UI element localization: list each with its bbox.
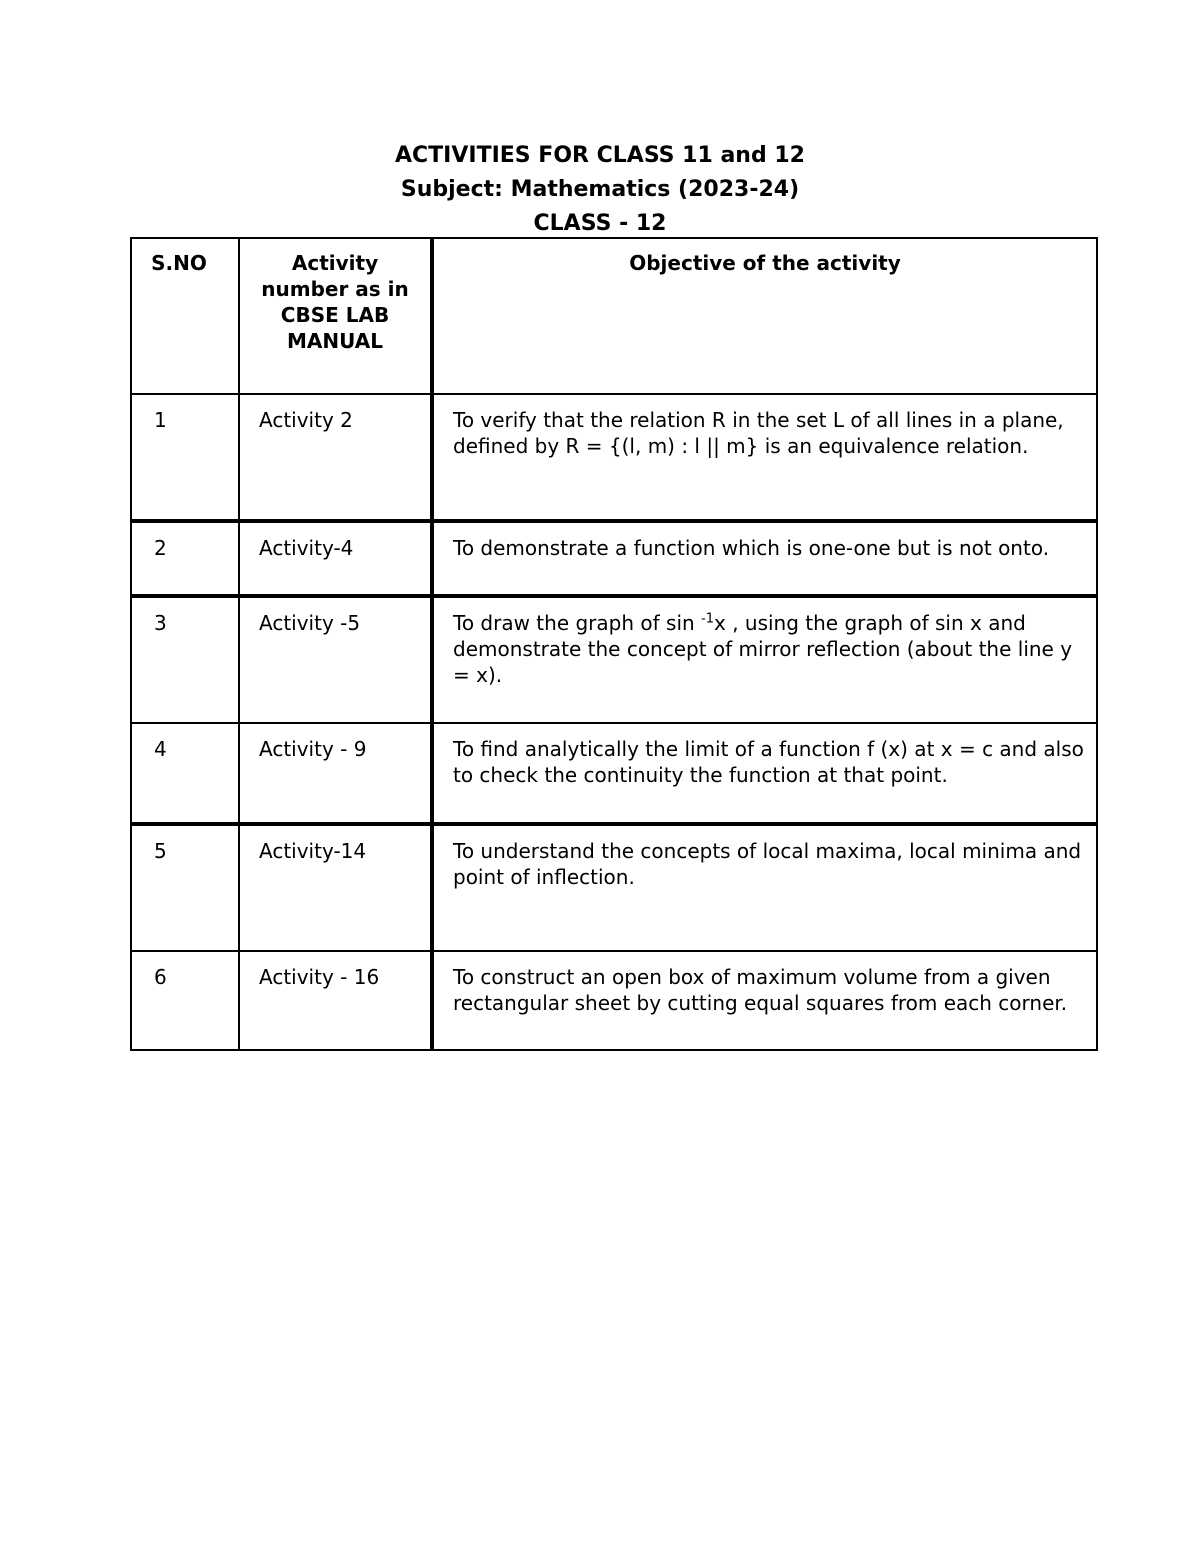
cell-sno — [131, 596, 239, 723]
table-row — [131, 723, 1097, 824]
sno-value: 5 — [154, 839, 167, 863]
cell-sno — [131, 951, 239, 1050]
activities-table — [130, 237, 1098, 1051]
sno-value: 3 — [154, 611, 167, 635]
activity-value: Activity-4 — [259, 536, 354, 560]
activity-value: Activity-14 — [259, 839, 367, 863]
objective-value — [434, 598, 1096, 688]
cell-sno — [131, 521, 239, 596]
activity-value: Activity - 9 — [259, 737, 367, 761]
table-row — [131, 951, 1097, 1050]
cell-activity — [239, 394, 432, 521]
sno-value: 2 — [154, 536, 167, 560]
column-header-sno-label: S.NO — [151, 251, 207, 275]
subject-heading: Subject: Mathematics (2023-24) — [400, 177, 800, 202]
page-title: ACTIVITIES FOR CLASS 11 and 12 — [395, 143, 805, 168]
table-header-row — [131, 238, 1097, 394]
cell-objective — [432, 824, 1097, 951]
sno-value: 4 — [154, 737, 167, 761]
cell-objective — [432, 596, 1097, 723]
cell-activity — [239, 521, 432, 596]
objective-text-start: To draw the graph of sin — [453, 611, 702, 635]
objective-value: To understand the concepts of local maxima, local minima and point of inflection. — [453, 839, 1082, 889]
cell-activity — [239, 596, 432, 723]
column-header-objective — [432, 238, 1097, 394]
cell-objective — [432, 951, 1097, 1050]
class-heading: CLASS - 12 — [533, 211, 667, 236]
objective-value: To demonstrate a function which is one-one but is not onto. — [453, 536, 1050, 560]
inverse-superscript: -1 — [701, 611, 714, 627]
cell-sno — [131, 723, 239, 824]
column-header-activity-number — [239, 238, 432, 394]
activity-value: Activity -5 — [259, 611, 361, 635]
table-row — [131, 824, 1097, 951]
cell-objective — [432, 521, 1097, 596]
table-row — [131, 394, 1097, 521]
objective-value: To verify that the relation R in the set L of all lines in a plane, defined by R = {(l, m) : l || m} is an equivalence relation. — [453, 408, 1064, 458]
cell-objective — [432, 723, 1097, 824]
cell-activity — [239, 723, 432, 824]
cell-activity — [239, 951, 432, 1050]
cell-objective — [432, 394, 1097, 521]
objective-value: To construct an open box of maximum volume from a given rectangular sheet by cutting equal squares from each corner. — [453, 965, 1068, 1015]
column-header-objective-label: Objective of the activity — [629, 251, 901, 275]
activity-value: Activity - 16 — [259, 965, 380, 989]
table-row — [131, 521, 1097, 596]
table-row — [131, 596, 1097, 723]
objective-value: To find analytically the limit of a function f (x) at x = c and also to check the continuity the function at that point. — [453, 737, 1084, 787]
sno-value: 1 — [154, 408, 167, 432]
sno-value: 6 — [154, 965, 167, 989]
objective-text-end: x , using the graph of sin x and demonstrate the concept of mirror reflection (about the line y = x). — [453, 611, 1073, 687]
cell-sno — [131, 824, 239, 951]
column-header-sno — [131, 238, 239, 394]
activity-value: Activity 2 — [259, 408, 353, 432]
cell-sno — [131, 394, 239, 521]
cell-activity — [239, 824, 432, 951]
column-header-activity-number-label: Activity number as in CBSE LAB MANUAL — [261, 251, 409, 353]
